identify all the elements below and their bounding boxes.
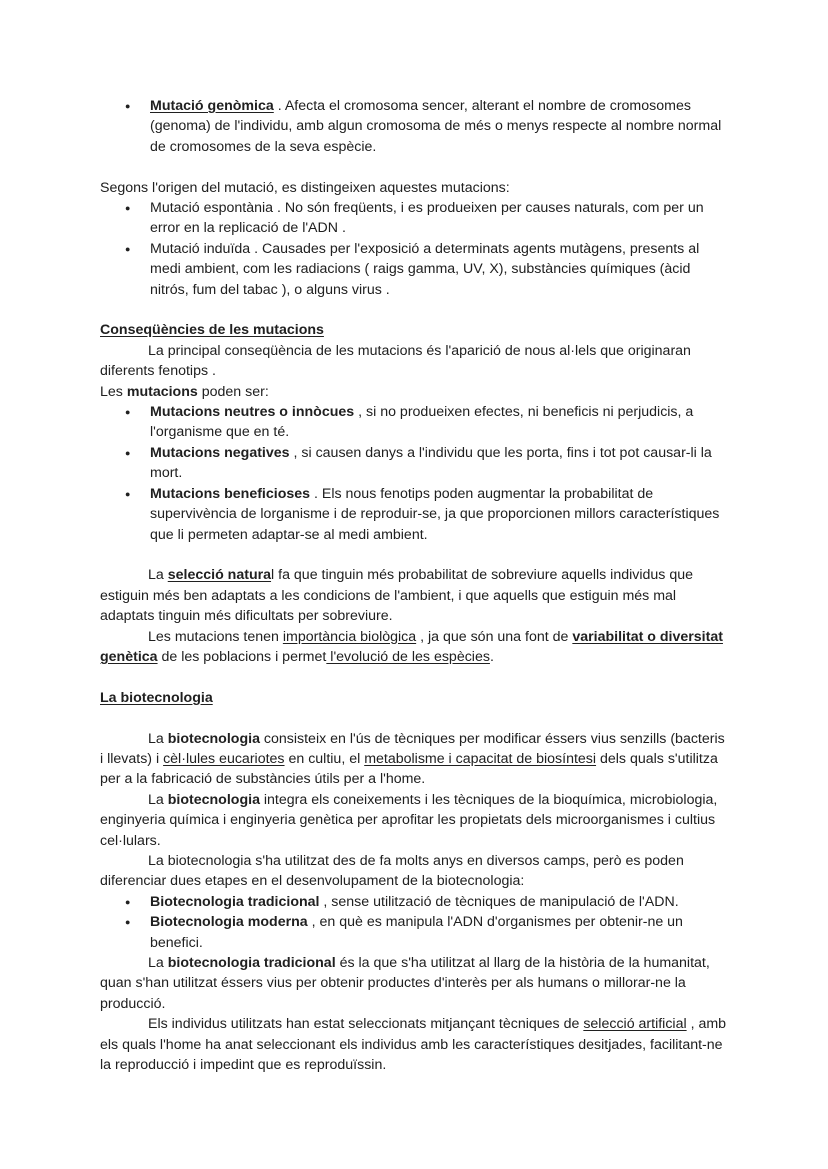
desc-induced: Mutació induïda . Causades per l'exposició a determinats agents mutàgens, presents al medi ambient, com les radiacions ( raigs gamma, UV, X), substàncies químiques (àcid nitrós, fum del tabac ), o alguns virus . <box>150 240 700 298</box>
origin-list <box>100 198 730 300</box>
para-biotech-1: La biotecnologia consisteix en l'ús de tècniques per modificar éssers vius senzills (bacteris i llevats) i cèl·lules eucariotes en cultiu, el metabolisme i capacitat de biosíntesi dels quals s'utilitza per a la fabricació de substàncies útils per a l'home. <box>100 730 725 788</box>
term-traditional: Biotecnologia tradicional <box>150 893 320 910</box>
heading-biotechnology: La biotecnologia <box>100 689 213 706</box>
para-natural-selection: La selecció natural fa que tinguin més probabilitat de sobreviure aquells individus que estiguin més ben adaptats a les condicions de l'ambient, i que aquells que estiguin més mal adaptats tinguin més dificultats per sobreviure. <box>100 567 693 625</box>
term-beneficial: Mutacions beneficioses <box>150 485 311 502</box>
list-item-spontaneous <box>100 198 730 239</box>
term-negative: Mutacions negatives <box>150 444 290 461</box>
para-consequences-1: La principal conseqüència de les mutacions és l'aparició de nous al·lels que originaran diferents fenotips . <box>100 342 691 380</box>
term-eukaryotic-cells: cèl·lules eucariotes <box>163 750 285 767</box>
document-page <box>100 96 730 1075</box>
term-neutral: Mutacions neutres o innòcues <box>150 404 355 421</box>
list-item-modern <box>100 912 730 953</box>
list-item-genomic <box>100 96 730 157</box>
term-natural-selection: selecció natura <box>167 567 272 584</box>
list-item-neutral <box>100 402 730 443</box>
term-evolution: l'evolució de les espècies <box>326 648 490 665</box>
para-biotech-4: La biotecnologia tradicional és la que s'ha utilitzat al llarg de la història de la humanitat, quan s'han utilitzat éssers vius per obtenir productes d'interès per als humans o millorar-ne la producció. <box>100 954 710 1012</box>
term-modern: Biotecnologia moderna <box>150 914 308 931</box>
heading-consequences: Conseqüències de les mutacions <box>100 322 324 339</box>
para-biotech-5: Els individus utilitzats han estat seleccionats mitjançant tècniques de selecció artificial , amb els quals l'home ha anat seleccionant els individus amb les característiques desitjades, facilitant-ne la reproducció i impedint que es reproduïssin. <box>100 1016 727 1074</box>
desc-traditional: , sense utilització de tècniques de manipulació de l'ADN. <box>319 893 679 910</box>
para-biological-importance: Les mutacions tenen importància biològica , ja que són una font de variabilitat o diversitat genètica de les poblacions i permet l'evolució de les espècies. <box>100 628 723 665</box>
genomic-mutation-list <box>100 96 730 157</box>
para-biotech-3: La biotecnologia s'ha utilitzat des de fa molts anys en diversos camps, però es poden diferenciar dues etapes en el desenvolupament de la biotecnologia: <box>100 852 684 890</box>
term-biotechnology-2: biotecnologia <box>167 791 260 808</box>
term-mutacions: mutacions <box>126 383 198 400</box>
list-item-negative <box>100 443 730 484</box>
origin-intro: Segons l'origen del mutació, es distingeixen aquestes mutacions: <box>100 179 510 196</box>
list-item-induced <box>100 239 730 300</box>
term-traditional-biotech: biotecnologia tradicional <box>167 954 336 971</box>
desc-neutral: , si no produeixen efectes, ni beneficis ni perjudicis, a l'organisme que en té. <box>150 404 694 441</box>
para-biotech-2: La biotecnologia integra els coneixements i les tècniques de la bioquímica, microbiologia, enginyeria química i enginyeria genètica per aprofitar les propietats dels microorganismes i cultius cel·lulars. <box>100 791 718 849</box>
term-genomic: Mutació genòmica <box>150 98 274 114</box>
desc-modern: , en què es manipula l'ADN d'organismes per obtenir-ne un benefici. <box>150 914 683 951</box>
term-biological-importance: importància biològica <box>282 628 417 645</box>
term-artificial-selection: selecció artificial <box>583 1016 687 1033</box>
desc-beneficial: . Els nous fenotips poden augmentar la probabilitat de supervivència de lorganisme i de reproduir-se, ja que proporcionen millors característiques que li permeten adaptar-se al medi ambient. <box>150 485 720 543</box>
biotech-stages-list <box>100 892 730 953</box>
desc-spontaneous: Mutació espontània . No són freqüents, i es produeixen per causes naturals, com per un error en la replicació de l'ADN . <box>150 200 704 237</box>
list-item-beneficial <box>100 484 730 545</box>
list-item-traditional <box>100 892 730 912</box>
mutation-types-list <box>100 402 730 545</box>
desc-negative: , si causen danys a l'individu que les porta, fins i tot pot causar-li la mort. <box>150 444 712 482</box>
para-consequences-2: Les mutacions poden ser: <box>100 383 269 400</box>
term-metabolism: metabolisme i capacitat de biosíntesi <box>364 750 597 767</box>
desc-genomic: . Afecta el cromosoma sencer, alterant el nombre de cromosomes (genoma) de l'individu, amb algun cromosoma de més o menys respecte al nombre normal de cromosomes de la seva espècie. <box>150 98 722 155</box>
term-genetic-variability: variabilitat o diversitat genètica <box>100 628 723 665</box>
term-biotechnology: biotecnologia <box>167 730 260 747</box>
